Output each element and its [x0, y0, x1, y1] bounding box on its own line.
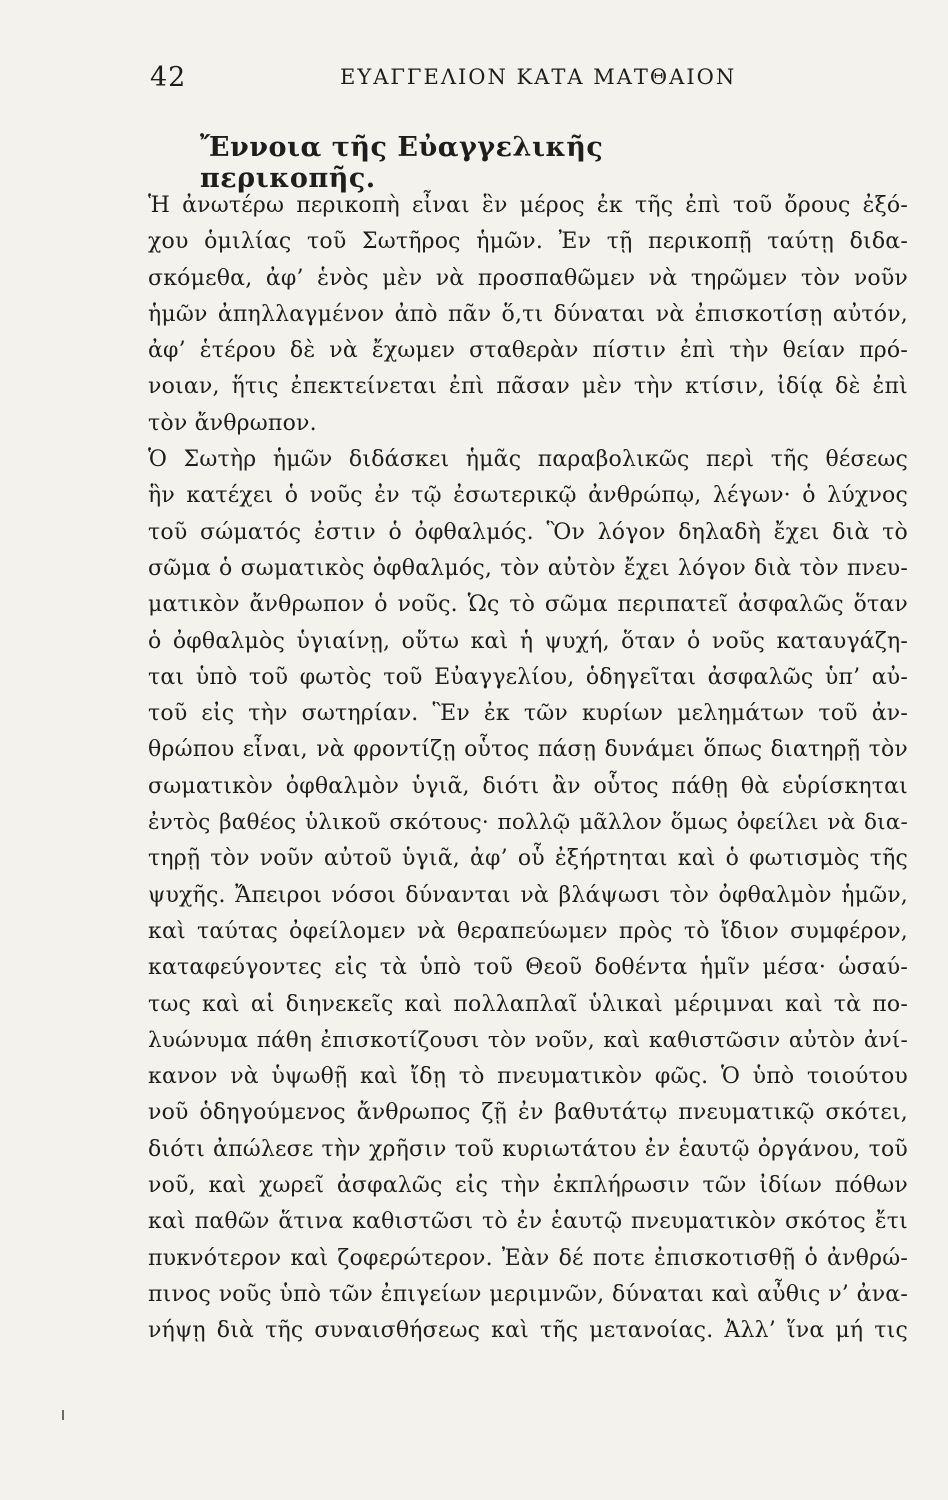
running-title: ΕΥΑΓΓΕΛΙΟΝ ΚΑΤΑ ΜΑΤΘΑΙΟΝ	[340, 65, 737, 89]
text-line: νοιαν, ἥτις ἐπεκτείνεται ἐπὶ πᾶσαν μὲν τὴν κτίσιν, ἰδίᾳ δὲ ἐπὶ	[148, 374, 908, 400]
text-line: κανον νὰ ὑψωθῇ καὶ ἴδῃ τὸ πνευματικὸν φῶς. Ὁ ὑπὸ τοιούτου	[148, 1064, 908, 1090]
text-line: τοῦ σώματός ἐστιν ὁ ὀφθαλμός. Ὃν λόγον δηλαδὴ ἔχει διὰ τὸ	[148, 519, 908, 545]
text-line: Ὁ Σωτὴρ ἡμῶν διδάσκει ἡμᾶς παραβολικῶς περὶ τῆς θέσεως	[148, 447, 908, 473]
text-line: καὶ ταύτας ὀφείλομεν νὰ θεραπεύωμεν πρὸς τὸ ἴδιον συμφέρον,	[148, 918, 908, 944]
section-title: Ἔννοια τῆς Εὐαγγελικῆς περικοπῆς.	[200, 132, 604, 194]
text-line: τὸν ἄνθρωπον.	[148, 410, 317, 436]
text-line: διότι ἀπώλεσε τὴν χρῆσιν τοῦ κυριωτάτου ἐν ἑαυτῷ ὀργάνου, τοῦ	[148, 1136, 908, 1162]
text-line: ψυχῆς. Ἄπειροι νόσοι δύνανται νὰ βλάψωσι τὸν ὀφθαλμὸν ἡμῶν,	[148, 882, 908, 908]
text-line: νοῦ, καὶ χωρεῖ ἀσφαλῶς εἰς τὴν ἐκπλήρωσιν τῶν ἰδίων πόθων	[148, 1173, 908, 1199]
text-line: νήψῃ διὰ τῆς συναισθήσεως καὶ τῆς μετανοίας. Ἀλλ’ ἵνα μή τις	[148, 1318, 908, 1344]
text-line: τηρῇ τὸν νοῦν αὐτοῦ ὑγιᾶ, ἀφ’ οὗ ἐξήρτηται καὶ ὁ φωτισμὸς τῆς	[148, 846, 908, 872]
text-line: σωματικὸν ὀφθαλμὸν ὑγιᾶ, διότι ἂν οὗτος πάθῃ θὰ εὑρίσκηται	[148, 773, 908, 799]
page-number: 42	[150, 62, 187, 93]
running-head	[150, 62, 910, 98]
text-line: τως καὶ αἱ διηνεκεῖς καὶ πολλαπλαῖ ὑλικαὶ μέριμναι καὶ τὰ πο-	[148, 991, 908, 1017]
text-line: ὁ ὀφθαλμὸς ὑγιαίνῃ, οὕτω καὶ ἡ ψυχή, ὅταν ὁ νοῦς καταυγάζη-	[148, 628, 908, 654]
text-line: καταφεύγοντες εἰς τὰ ὑπὸ τοῦ Θεοῦ δοθέντα ἡμῖν μέσα· ὡσαύ-	[148, 955, 908, 981]
text-line: ἡμῶν ἀπηλλαγμένον ἀπὸ πᾶν ὅ,τι δύναται νὰ ἐπισκοτίσῃ αὐτόν,	[148, 301, 908, 327]
text-line: ἀφ’ ἑτέρου δὲ νὰ ἔχωμεν σταθερὰν πίστιν ἐπὶ τὴν θείαν πρό-	[148, 338, 908, 364]
text-line: ἣν κατέχει ὁ νοῦς ἐν τῷ ἐσωτερικῷ ἀνθρώπῳ, λέγων· ὁ λύχνος	[148, 483, 908, 509]
text-line: σῶμα ὁ σωματικὸς ὀφθαλμός, τὸν αὐτὸν ἔχει λόγον διὰ τὸν πνευ-	[148, 555, 908, 581]
margin-mark	[62, 1410, 64, 1420]
text-line: πινος νοῦς ὑπὸ τῶν ἐπιγείων μεριμνῶν, δύναται καὶ αὖθις ν’ ἀνα-	[148, 1281, 908, 1307]
text-line: λυώνυμα πάθη ἐπισκοτίζουσι τὸν νοῦν, καὶ καθιστῶσιν αὐτὸν ἀνί-	[148, 1027, 908, 1053]
text-line: θρώπου εἶναι, νὰ φροντίζῃ οὗτος πάσῃ δυνάμει ὅπως διατηρῇ τὸν	[148, 737, 908, 763]
text-line: χου ὁμιλίας τοῦ Σωτῆρος ἡμῶν. Ἐν τῇ περικοπῇ ταύτῃ διδα-	[148, 229, 908, 255]
text-line: ματικὸν ἄνθρωπον ὁ νοῦς. Ὡς τὸ σῶμα περιπατεῖ ἀσφαλῶς ὅταν	[148, 592, 908, 618]
text-line: νοῦ ὁδηγούμενος ἄνθρωπος ζῇ ἐν βαθυτάτῳ πνευματικῷ σκότει,	[148, 1100, 908, 1126]
text-line: ἐντὸς βαθέος ὑλικοῦ σκότους· πολλῷ μᾶλλον ὅμως ὀφείλει νὰ δια-	[148, 810, 908, 836]
body-text	[148, 188, 908, 1350]
text-line: σκόμεθα, ἀφ’ ἑνὸς μὲν νὰ προσπαθῶμεν νὰ τηρῶμεν τὸν νοῦν	[148, 265, 908, 291]
text-line: τοῦ εἰς τὴν σωτηρίαν. Ἓν ἐκ τῶν κυρίων μελημάτων τοῦ ἀν-	[148, 701, 908, 727]
text-line: Ἡ ἀνωτέρω περικοπὴ εἶναι ἓν μέρος ἐκ τῆς ἐπὶ τοῦ ὄρους ἐξό-	[148, 193, 908, 218]
text-line: ται ὑπὸ τοῦ φωτὸς τοῦ Εὐαγγελίου, ὁδηγεῖται ἀσφαλῶς ὑπ’ αὐ-	[148, 664, 908, 690]
text-line: καὶ παθῶν ἅτινα καθιστῶσι τὸ ἐν ἑαυτῷ πνευματικὸν σκότος ἔτι	[148, 1209, 908, 1235]
text-line: πυκνότερον καὶ ζοφερώτερον. Ἐὰν δέ ποτε ἐπισκοτισθῇ ὁ ἀνθρώ-	[148, 1245, 908, 1271]
